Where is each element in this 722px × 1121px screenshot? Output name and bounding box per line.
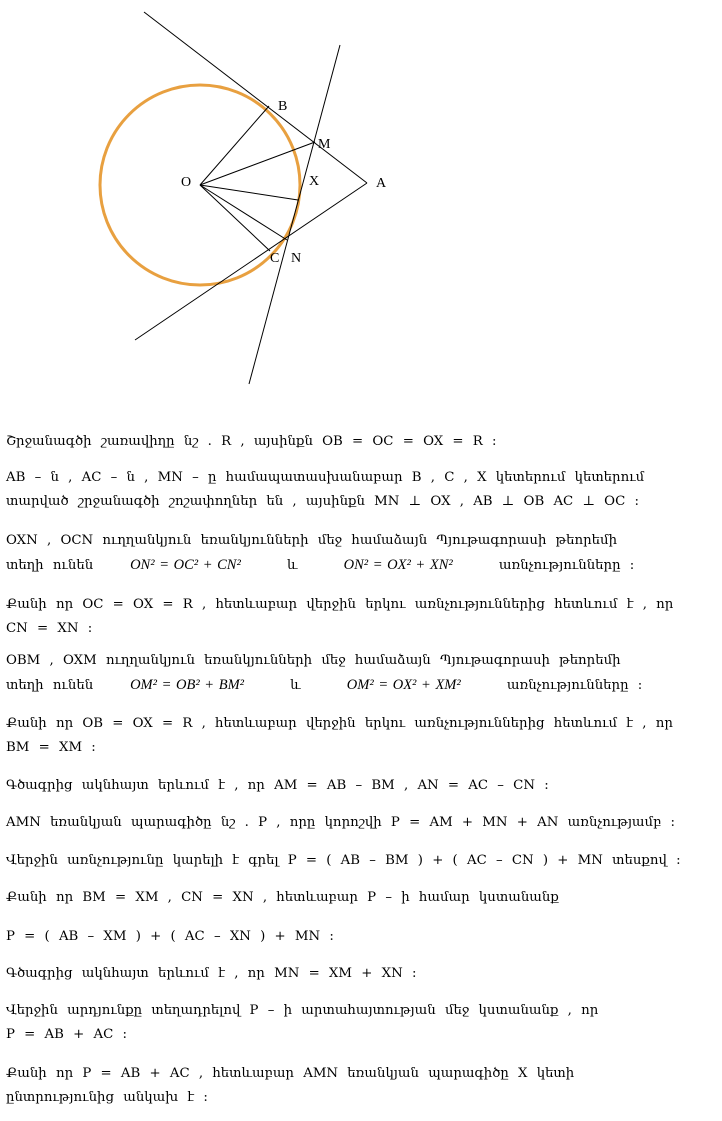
label-c: C: [270, 251, 280, 266]
text-line: Քանի որ OB = OX = R , հետևաբար վերջին երկու առնչություններից հետևում է , որ: [6, 716, 673, 731]
text-line: CN = XN :: [6, 621, 93, 636]
tangent-line-ab: [144, 12, 367, 183]
paragraph-6: [6, 712, 696, 760]
paragraph-8: [6, 811, 696, 835]
paragraph-7: [6, 774, 696, 798]
geometry-figure: [0, 0, 722, 400]
text-line: P = ( AB – XM ) + ( AC – XN ) + MN :: [6, 929, 334, 944]
text-line: P = AB + AC :: [6, 1027, 127, 1042]
paragraph-11: [6, 925, 696, 949]
label-o: O: [181, 175, 192, 190]
conjunction: և: [286, 558, 298, 573]
paragraph-2: [6, 466, 696, 514]
tangent-line-mn: [249, 45, 340, 384]
text-line: AB – ն , AC – ն , MN – ը համապատասխանաբար B , C , X կետերում կետերում: [6, 470, 645, 485]
text-line: տեղի ունեն: [6, 678, 94, 693]
formula: OM² = OX² + XM²: [346, 677, 461, 693]
paragraph-9: [6, 849, 696, 873]
text-line: Շրջանագծի շառավիղը նշ . R , այսինքն OB = OC = OX = R :: [6, 434, 497, 449]
text-line: ընտրությունից անկախ է :: [6, 1090, 208, 1105]
formula: ON² = OC² + CN²: [130, 557, 241, 573]
text-line: Քանի որ OC = OX = R , հետևաբար վերջին երկու առնչություններից հետևում է , որ: [6, 597, 674, 612]
tangent-line-ac: [135, 183, 367, 340]
segment-oc: [200, 185, 270, 251]
text-line: Վերջին առնչությունը կարելի է գրել P = ( AB – BM ) + ( AC – CN ) + MN տեսքով :: [6, 853, 681, 868]
formula: ON² = OX² + XN²: [343, 557, 453, 573]
formula: OM² = OB² + BM²: [130, 677, 245, 693]
label-x: X: [309, 174, 320, 189]
text-line: Քանի որ P = AB + AC , հետևաբար AMN եռանկյան պարագիծը X կետի: [6, 1066, 575, 1081]
paragraph-4: [6, 593, 696, 641]
text-line: OXN , OCN ուղղանկյուն եռանկյունների մեջ համաձայն Պյութագորասի թեորեմի: [6, 533, 618, 548]
segment-ob: [200, 106, 269, 185]
conjunction: և: [290, 678, 301, 693]
paragraph-14: [6, 1062, 696, 1110]
text-line: AMN եռանկյան պարագիծը նշ . P , որը կորոշվի P = AM + MN + AN առնչությամբ :: [6, 815, 676, 830]
label-a: A: [376, 176, 387, 191]
paragraph-10: [6, 886, 696, 910]
label-m: M: [318, 137, 331, 152]
text-line: Քանի որ BM = XM , CN = XN , հետևաբար P – ի համար կստանանք: [6, 890, 559, 905]
text-line: BM = XM :: [6, 740, 96, 755]
label-n: N: [291, 251, 302, 266]
text-line: Գծագրից ակնհայտ երևում է , որ MN = XM + XN :: [6, 966, 417, 981]
paragraph-5: [6, 649, 696, 698]
segment-ox: [200, 185, 298, 200]
paragraph-3: [6, 529, 696, 578]
segment-on: [200, 185, 287, 240]
text-line: OBM , OXM ուղղանկյուն եռանկյունների մեջ համաձայն Պյութագորասի թեորեմի: [6, 653, 621, 668]
text-line: առնչությունները :: [498, 558, 635, 573]
text-line: առնչությունները :: [506, 678, 643, 693]
text-line: տարված շրջանագծի շոշափողներ են , այսինքն MN ⊥ OX , AB ⊥ OB AC ⊥ OC :: [6, 494, 639, 509]
text-line: տեղի ունեն: [6, 558, 94, 573]
label-b: B: [278, 99, 288, 114]
text-line: Գծագրից ակնհայտ երևում է , որ AM = AB – BM , AN = AC – CN :: [6, 778, 549, 793]
paragraph-13: [6, 999, 696, 1047]
text-line: Վերջին արդյունքը տեղադրելով P – ի արտահայտության մեջ կստանանք , որ: [6, 1003, 599, 1018]
paragraph-1: [6, 430, 696, 454]
paragraph-12: [6, 962, 696, 986]
